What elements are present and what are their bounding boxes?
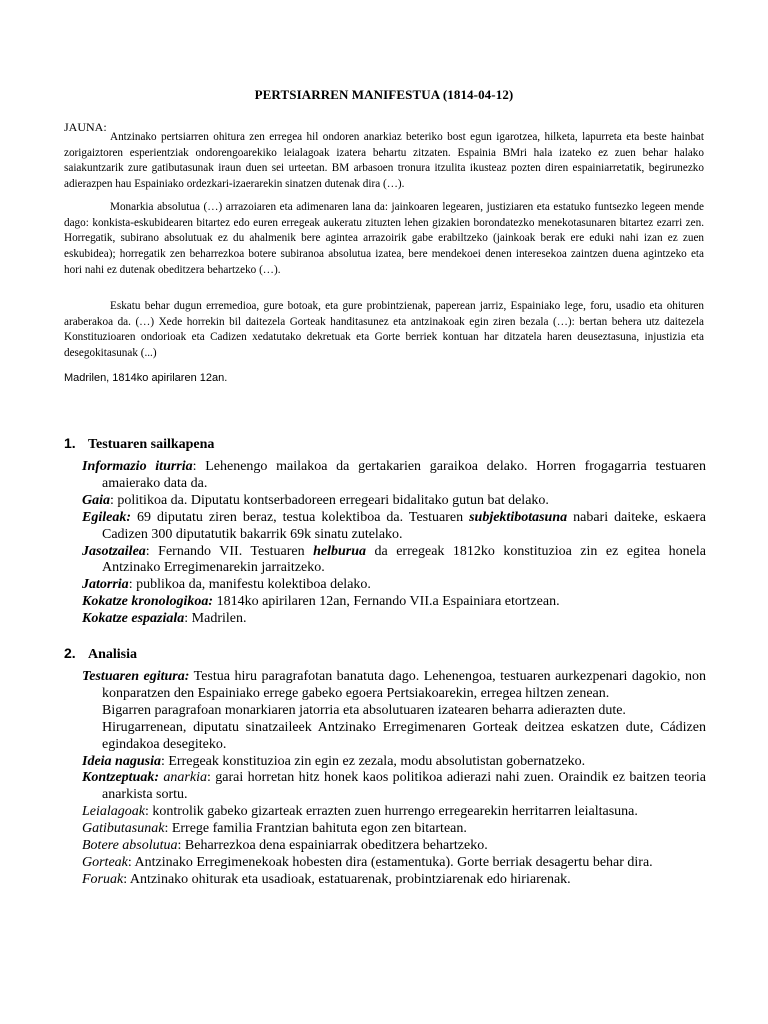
- list-item: [82, 770, 706, 804]
- item-text: : Errege familia Frantzian bahituta egon zen bitartean.: [164, 821, 467, 837]
- section-title: Analisia: [88, 647, 138, 662]
- item-label: Egileak:: [82, 509, 131, 525]
- item-text: Testua hiru paragrafotan banatuta dago. Lehenengoa, testuaren aurkezpenari dagokio, non konparatzen den Espainiako errege gabeko egoera Pertsiakoarekin, erregea hiltzen zenean.: [102, 669, 706, 701]
- item-text: : kontrolik gabeko gizarteak errazten zuen hurrengo erregearekin herritarren leialtasuna.: [145, 804, 638, 820]
- item-text: 69 diputatu ziren beraz, testua kolektiboa da. Testuaren: [131, 509, 470, 525]
- item-label: Kontzeptuak:: [82, 770, 160, 786]
- quote-paragraph-3: Eskatu behar dugun erremedioa, gure botoak, eta gure probintzienak, paperean jarriz, Espainiako lege, foru, usadio eta ohituren araberakoa da. (…) Xede horrekin bil daitezela Gorteak handitasunez eta antzinakoak egin ziren bezala (…): bertan behera utz daitezela Konstituzioaren ondorioak eta Cadizen xedatutako dekretuak eta Gorte berriek kontuan har ditzatela haren deuseztasuna, injustizia eta desegokitasunak (...): [64, 300, 704, 360]
- item-text: da erregeak 1812ko konstituzioa zin ez egitea honela Antzinako Erregimenarekin jarraitzeko.: [102, 543, 706, 576]
- section-heading-classification: [64, 435, 214, 453]
- list-item: [82, 577, 706, 594]
- list-item: [82, 493, 706, 510]
- item-text: : Erregeak konstituzioa zin egin ez zezala, modu absolutistan gobernatzeko.: [160, 753, 586, 769]
- item-text: : politikoa da. Diputatu kontserbadoreen erregeari bidalitako gutun bat delako.: [110, 492, 549, 508]
- section-number: 1.: [64, 435, 76, 451]
- item-text: : Madrilen.: [184, 611, 247, 627]
- item-label: Ideia nagusia: [82, 753, 161, 769]
- list-item: [82, 459, 706, 493]
- greeting: JAUNA:: [64, 120, 107, 134]
- item-text: : publikoa da, manifestu kolektiboa delako.: [128, 577, 371, 593]
- list-subline: Bigarren paragrafoan monarkiaren jatorria eta absolutuaren izatearen beharra adierazten dute.: [102, 702, 626, 718]
- item-text: : garai horretan hitz honek kaos politikoa adierazi nahi zuen. Oraindik ez baitzen teoria anarkista sortu.: [102, 770, 706, 803]
- item-emphasis: helburua: [313, 543, 367, 559]
- item-label: Kokatze kronologikoa:: [82, 594, 214, 610]
- list-item: [82, 611, 706, 628]
- item-text: nabari daiteke, eskaera Cadizen 300 diputatutik bakarrik 69k sinatu zutelako.: [102, 509, 706, 542]
- item-emphasis: subjektibotasuna: [469, 509, 568, 525]
- item-text: : Antzinako ohiturak eta usadioak, estatuarenak, probintziarenak edo hiriarenak.: [123, 871, 571, 887]
- item-label: Gorteak: [82, 854, 128, 870]
- item-label: Leialagoak: [82, 804, 145, 820]
- item-text: : Lehenengo mailakoa da gertakarien garaikoa delako. Horren frogagarria testuaren amaierako data da.: [102, 459, 706, 491]
- item-label: Kokatze espaziala: [82, 611, 185, 627]
- quote-paragraph-2: Monarkia absolutua (…) arrazoiaren eta adimenaren lana da: jainkoaren legearen, justiziaren eta estatuko funtsezko legeen mende dago: konkista-eskubidearen bitartez edo euren erregeak aukeratu zituzten lehen gizakien borondatezko menekotasunaren bitartez ezarri zen. Horregatik, subirano absolutuak ez du ahalmenik bere agintea arrazoirik gabe erabiltzeko (jainkoak berak ere eduki nahi izan ez zuen eskubidea); horregatik zen beharrezkoa botere subiranoa absolutua izatea, bere mendekoei denen interesekoa zaintzen duena agintzeko eta hori nahi ez dutenak obeditzera behartzeko (…).: [64, 201, 704, 276]
- item-label: Gaia: [82, 492, 110, 508]
- classification-list: [82, 459, 706, 628]
- item-label: Informazio iturria: [82, 459, 193, 474]
- list-item: [82, 754, 706, 771]
- section-heading-analysis: [64, 645, 137, 663]
- section-number: 2.: [64, 645, 76, 661]
- quote-paragraph-1: Antzinako pertsiarren ohitura zen erregea hil ondoren anarkiaz beteriko bost egun igarotzea, hilketa, lapurreta eta beste hainbat zorigaiztoren esperientziak ondorengoarekiko leialagoak izatera behartu zitzaten. Espainia BMri hala izateko ez zuen behar halako saiakuntzarik zure gatibutasunak iraun duen sei urteetan. BM arbasoen tronura itzulita ikusteaz pozten diren espainiarretatik, begirunezko adierazpen hau Espainiako ordezkari-izaerarekin sinatzen dutenak dira (…).: [64, 131, 704, 191]
- analysis-list: [82, 669, 706, 889]
- section-title: Testuaren sailkapena: [88, 437, 215, 452]
- list-subline: Hirugarrenean, diputatu sinatzaileek Antzinako Erregimenaren Gorteak deitzea eskatzen dute, Cádizen egindakoa desegiteko.: [102, 719, 706, 752]
- item-text: 1814ko apirilaren 12an, Fernando VII.a Espainiara etortzean.: [213, 594, 560, 610]
- list-item: [82, 838, 706, 855]
- list-item: [82, 594, 706, 611]
- item-label: Gatibutasunak: [82, 821, 165, 837]
- list-item: [82, 669, 706, 703]
- item-label: Jatorria: [82, 577, 129, 593]
- item-label: Botere absolutua: [82, 838, 178, 854]
- item-text: : Beharrezkoa dena espainiarrak obeditzera behartzeko.: [177, 838, 488, 854]
- item-emphasis: anarkia: [159, 770, 207, 786]
- item-label: Jasotzailea: [82, 543, 146, 559]
- item-text: : Fernando VII. Testuaren: [145, 543, 314, 559]
- list-item: [82, 544, 706, 578]
- list-item: [82, 804, 706, 821]
- list-item: [82, 872, 706, 889]
- item-label: Testuaren egitura:: [82, 669, 190, 684]
- list-item: [82, 855, 706, 872]
- list-item: [82, 510, 706, 544]
- item-label: Foruak: [82, 871, 124, 887]
- list-item: [82, 821, 706, 838]
- document-title: PERTSIARREN MANIFESTUA (1814-04-12): [254, 87, 514, 102]
- place-date: Madrilen, 1814ko apirilaren 12an.: [64, 372, 228, 384]
- item-text: : Antzinako Erregimenekoak hobesten dira (estamentuka). Gorte berriak desagertu behar dira.: [127, 854, 653, 870]
